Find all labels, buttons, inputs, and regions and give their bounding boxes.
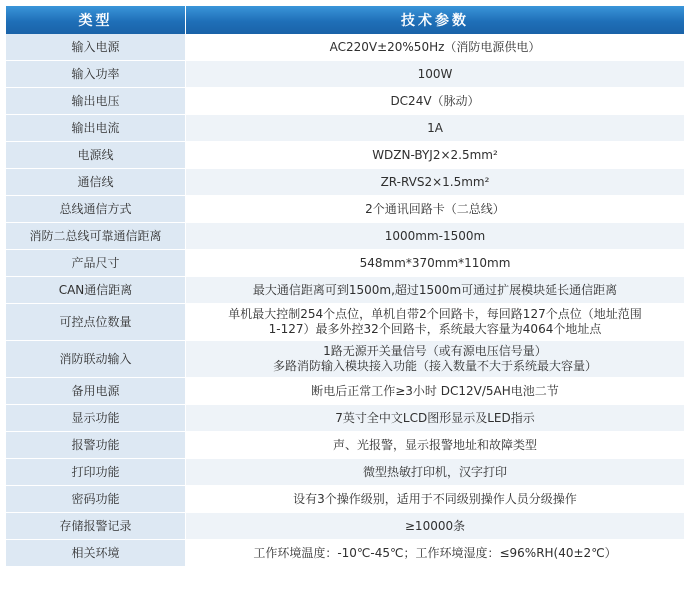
row-value [186, 169, 684, 196]
row-label: 输入功率 [6, 61, 186, 88]
row-value-line: 单机最大控制254个点位，单机自带2个回路卡，每回路127个点位（地址范围 [228, 307, 642, 321]
row-value [186, 486, 684, 513]
row-label: 输出电压 [6, 88, 186, 115]
row-label: 电源线 [6, 142, 186, 169]
row-value [186, 61, 684, 88]
column-header-type: 类型 [6, 6, 186, 34]
table-row [6, 378, 684, 405]
table-row [6, 304, 684, 341]
table-row [6, 169, 684, 196]
row-value-line: 7英寸全中文LCD图形显示及LED指示 [335, 410, 535, 425]
row-value-line: 1路无源开关量信号（或有源电压信号量） [323, 344, 547, 358]
row-value [186, 341, 684, 378]
row-label: 总线通信方式 [6, 196, 186, 223]
row-value-line: 100W [417, 66, 453, 81]
row-label: CAN通信距离 [6, 277, 186, 304]
row-value-line: 1-127）最多外控32个回路卡，系统最大容量为4064个地址点 [268, 322, 602, 336]
table-row [6, 405, 684, 432]
table-row [6, 34, 684, 61]
row-value-line: 工作环境温度：-10℃-45℃；工作环境湿度：≤96%RH(40±2℃） [253, 545, 617, 560]
row-label: 输入电源 [6, 34, 186, 61]
row-label: 消防二总线可靠通信距离 [6, 223, 186, 250]
row-value-line: 设有3个操作级别，适用于不同级别操作人员分级操作 [293, 491, 577, 506]
row-value-line: AC220V±20%50Hz（消防电源供电） [329, 39, 541, 54]
row-value-line: DC24V（脉动） [390, 93, 480, 108]
table-row [6, 341, 684, 378]
row-value-line: ZR-RVS2×1.5mm² [380, 174, 490, 189]
table-row [6, 277, 684, 304]
table-row [6, 486, 684, 513]
row-label: 报警功能 [6, 432, 186, 459]
spec-table [6, 6, 684, 567]
table-row [6, 196, 684, 223]
table-row [6, 142, 684, 169]
table-row [6, 115, 684, 142]
row-label: 密码功能 [6, 486, 186, 513]
table-row [6, 513, 684, 540]
row-value [186, 34, 684, 61]
table-header-row [6, 6, 684, 34]
row-value-line: 最大通信距离可到1500m,超过1500m可通过扩展模块延长通信距离 [252, 282, 618, 297]
table-row [6, 540, 684, 567]
row-label: 显示功能 [6, 405, 186, 432]
row-value-line: 548mm*370mm*110mm [359, 255, 511, 270]
row-value-line: 断电后正常工作≥3小时 DC12V/5AH电池二节 [311, 383, 559, 398]
row-label: 消防联动输入 [6, 341, 186, 378]
table-row [6, 88, 684, 115]
row-value-line: 1000mm-1500m [384, 228, 486, 243]
row-value [186, 277, 684, 304]
row-value [186, 513, 684, 540]
row-label: 可控点位数量 [6, 304, 186, 341]
table-row [6, 223, 684, 250]
table-row [6, 432, 684, 459]
table-body [6, 34, 684, 567]
table-row [6, 61, 684, 88]
row-value-line: 1A [427, 120, 443, 135]
row-label: 存储报警记录 [6, 513, 186, 540]
row-value [186, 142, 684, 169]
row-value [186, 378, 684, 405]
table-row [6, 250, 684, 277]
row-value-line: 微型热敏打印机，汉字打印 [362, 464, 507, 479]
row-value [186, 405, 684, 432]
row-value-line: ≥10000条 [404, 518, 466, 533]
row-label: 产品尺寸 [6, 250, 186, 277]
row-label: 打印功能 [6, 459, 186, 486]
row-label: 输出电流 [6, 115, 186, 142]
row-value-line: WDZN-BYJ2×2.5mm² [372, 147, 498, 162]
row-value [186, 432, 684, 459]
row-value-line: 2个通讯回路卡（二总线） [365, 201, 505, 216]
row-value [186, 250, 684, 277]
row-value [186, 196, 684, 223]
row-label: 通信线 [6, 169, 186, 196]
row-value [186, 540, 684, 567]
row-label: 相关环境 [6, 540, 186, 567]
row-value-line: 多路消防输入模块接入功能（接入数量不大于系统最大容量） [272, 359, 597, 373]
row-label: 备用电源 [6, 378, 186, 405]
row-value [186, 88, 684, 115]
row-value [186, 459, 684, 486]
column-header-params: 技术参数 [186, 6, 684, 34]
row-value [186, 223, 684, 250]
row-value [186, 304, 684, 341]
table-row [6, 459, 684, 486]
row-value-line: 声、光报警，显示报警地址和故障类型 [332, 437, 537, 452]
row-value [186, 115, 684, 142]
